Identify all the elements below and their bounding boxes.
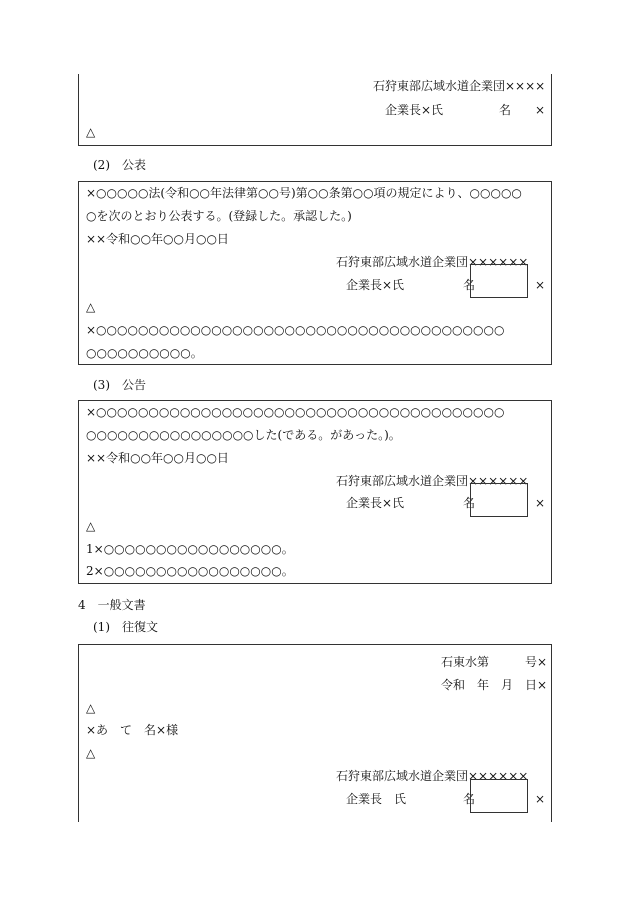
section-3-line2: ○○○○○○○○○○○○○○○○した(である。があった。)。 [86, 428, 401, 442]
section-4-triangle-2: △ [86, 746, 96, 760]
top-name-x: × [535, 103, 546, 117]
section-2-date: ××令和○○年○○月○○日 [86, 232, 229, 246]
section-4-name-x: × [535, 792, 546, 806]
section-4-heading: 4 一般文書 [78, 598, 146, 612]
section-4-name-suffix: 名 [463, 792, 476, 806]
top-name-suffix: 名 [499, 103, 512, 117]
section-2-line1: ×○○○○○法(令和○○年法律第○○号)第○○条第○○項の規定により、○○○○○ [86, 186, 522, 200]
section-2-org: 石狩東部広域水道企業団×××××× [336, 255, 529, 269]
section-4-addressee: ×あ て 名×様 [86, 723, 179, 737]
frame-top-bottom-edge [78, 145, 552, 146]
section-3-item2: 2×○○○○○○○○○○○○○○○○○。 [86, 564, 294, 578]
section-2-line2: ○を次のとおり公表する。(登録した。承認した。) [86, 209, 352, 223]
section-3-seal-box [470, 483, 528, 517]
section-2-body2: ○○○○○○○○○○。 [86, 346, 203, 360]
section-4-sub-heading: (1) 往復文 [93, 620, 158, 634]
frame-top-left-edge [78, 74, 79, 146]
top-org-name: 石狩東部広域水道企業団×××× [373, 79, 546, 93]
section-3-triangle: △ [86, 519, 96, 533]
section-4-seal-box [470, 779, 528, 813]
section-2-name-x: × [535, 278, 546, 292]
section-4-triangle-1: △ [86, 701, 96, 715]
section-4-name-label: 企業長 氏 [346, 792, 407, 806]
section-4-org: 石狩東部広域水道企業団×××××× [336, 769, 529, 783]
section-2-name-label: 企業長×氏 [346, 278, 405, 292]
section-4-date-line: 令和 年 月 日× [441, 678, 548, 692]
section-3-line1: ×○○○○○○○○○○○○○○○○○○○○○○○○○○○○○○○○○○○○○○○ [86, 405, 505, 419]
section-3-heading: (3) 公告 [93, 378, 146, 392]
section-3-date: ××令和○○年○○月○○日 [86, 451, 229, 465]
section-2-body1: ×○○○○○○○○○○○○○○○○○○○○○○○○○○○○○○○○○○○○○○○ [86, 323, 505, 337]
section-3-name-x: × [535, 496, 546, 510]
section-4-frame-left-edge [78, 644, 79, 822]
top-name-label: 企業長×氏 [385, 103, 444, 117]
section-2-name-suffix: 名 [463, 278, 476, 292]
top-triangle: △ [86, 125, 96, 139]
section-2-triangle: △ [86, 300, 96, 314]
section-4-frame-right-edge [551, 644, 552, 822]
section-3-item1: 1×○○○○○○○○○○○○○○○○○。 [86, 542, 294, 556]
section-2-seal-box [470, 264, 528, 298]
section-4-number-line: 石東水第 号× [441, 655, 548, 669]
section-3-name-label: 企業長×氏 [346, 496, 405, 510]
section-4-frame-top-edge [78, 644, 552, 645]
frame-top-right-edge [551, 74, 552, 146]
section-3-name-suffix: 名 [463, 496, 476, 510]
section-2-heading: (2) 公表 [93, 158, 146, 172]
section-3-org: 石狩東部広域水道企業団×××××× [336, 474, 529, 488]
